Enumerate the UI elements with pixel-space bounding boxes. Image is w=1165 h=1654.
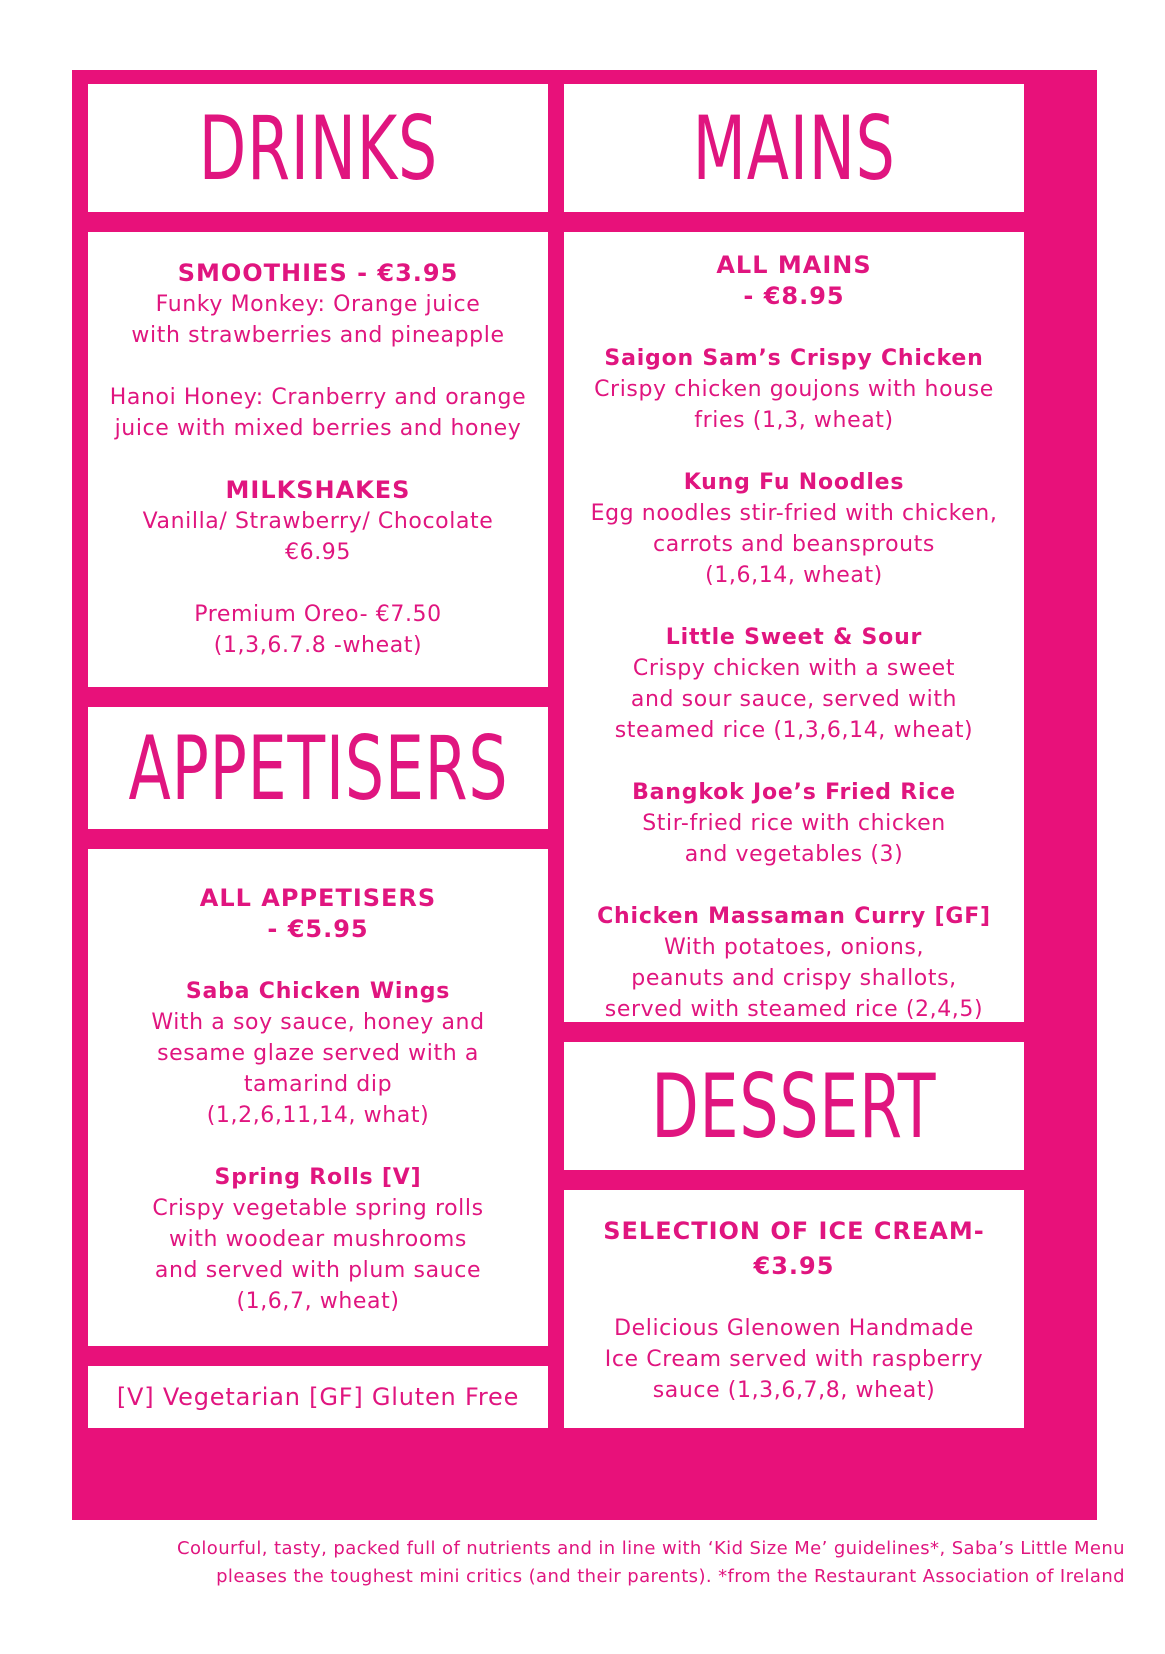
rolls-line-4: (1,6,7, wheat) bbox=[236, 1289, 400, 1314]
rolls-title: Spring Rolls [V] bbox=[214, 1165, 422, 1190]
footer-note bbox=[40, 1535, 1125, 1591]
kungfu-line-3: (1,6,14, wheat) bbox=[705, 563, 883, 588]
curry-line-1: With potatoes, onions, bbox=[663, 935, 925, 960]
menu-frame bbox=[72, 70, 1097, 1520]
curry-title: Chicken Massaman Curry [GF] bbox=[597, 904, 991, 929]
mains-title-1: ALL MAINS bbox=[716, 251, 872, 279]
legend-text: [V] Vegetarian [GF] Gluten Free bbox=[116, 1383, 520, 1411]
wings-line-1: With a soy sauce, honey and bbox=[151, 1010, 485, 1035]
wings-line-4: (1,2,6,11,14, what) bbox=[206, 1103, 430, 1128]
footer-line-2: pleases the toughest mini critics (and their parents). *from the Restaurant Association of Ireland bbox=[216, 1566, 1125, 1587]
appetisers-title-1: ALL APPETISERS bbox=[199, 884, 437, 912]
milkshakes-title: MILKSHAKES bbox=[225, 476, 411, 504]
wings-title: Saba Chicken Wings bbox=[185, 979, 451, 1004]
oreo-allergens: (1,3,6.7.8 -wheat) bbox=[213, 633, 423, 658]
kungfu-line-2: carrots and beansprouts bbox=[653, 532, 935, 557]
dessert-title-1: SELECTION OF ICE CREAM- bbox=[603, 1217, 985, 1245]
milkshakes-price: €6.95 bbox=[285, 540, 351, 565]
kungfu-title: Kung Fu Noodles bbox=[683, 470, 905, 495]
dessert-title-2: €3.95 bbox=[753, 1252, 835, 1280]
bangkok-title: Bangkok Joe’s Fried Rice bbox=[632, 780, 956, 805]
milkshakes-flavours: Vanilla/ Strawberry/ Chocolate bbox=[142, 509, 494, 534]
appetisers-heading-box bbox=[88, 707, 548, 829]
mains-heading-box bbox=[564, 84, 1024, 212]
wings-line-2: sesame glaze served with a bbox=[157, 1041, 479, 1066]
sweet-sour-title: Little Sweet & Sour bbox=[665, 625, 923, 650]
mains-title-2: - €8.95 bbox=[743, 282, 845, 310]
kungfu-line-1: Egg noodles stir-fried with chicken, bbox=[590, 501, 998, 526]
saigon-line-1: Crispy chicken goujons with house bbox=[594, 377, 994, 402]
mains-heading: MAINS bbox=[692, 96, 896, 200]
bangkok-line-1: Stir-fried rice with chicken bbox=[642, 811, 946, 836]
dessert-heading: DESSERT bbox=[651, 1054, 937, 1158]
wings-line-3: tamarind dip bbox=[243, 1072, 393, 1097]
saigon-title: Saigon Sam’s Crispy Chicken bbox=[604, 346, 984, 371]
smoothie-funky-line-2: with strawberries and pineapple bbox=[131, 323, 505, 348]
mains-content bbox=[564, 232, 1024, 1022]
curry-line-2: peanuts and crispy shallots, bbox=[631, 966, 957, 991]
curry-line-3: served with steamed rice (2,4,5) bbox=[604, 997, 984, 1022]
legend-box bbox=[88, 1366, 548, 1428]
rolls-line-2: with woodear mushrooms bbox=[169, 1227, 467, 1252]
sweet-sour-line-1: Crispy chicken with a sweet bbox=[632, 656, 956, 681]
smoothie-hanoi-line-2: juice with mixed berries and honey bbox=[114, 416, 522, 441]
sweet-sour-line-3: steamed rice (1,3,6,14, wheat) bbox=[614, 718, 974, 743]
dessert-content bbox=[564, 1190, 1024, 1428]
drinks-heading-box bbox=[88, 84, 548, 212]
rolls-line-1: Crispy vegetable spring rolls bbox=[152, 1196, 484, 1221]
sweet-sour-line-2: and sour sauce, served with bbox=[630, 687, 958, 712]
smoothie-hanoi-line-1: Hanoi Honey: Cranberry and orange bbox=[109, 385, 527, 410]
dessert-line-3: sauce (1,3,6,7,8, wheat) bbox=[652, 1378, 936, 1403]
rolls-line-3: and served with plum sauce bbox=[154, 1258, 482, 1283]
oreo-line: Premium Oreo- €7.50 bbox=[194, 602, 442, 627]
footer-line-1: Colourful, tasty, packed full of nutrients and in line with ‘Kid Size Me’ guidelines*, Saba’s Little Menu bbox=[177, 1538, 1125, 1559]
saigon-line-2: fries (1,3, wheat) bbox=[694, 408, 894, 433]
dessert-line-2: Ice Cream served with raspberry bbox=[604, 1347, 984, 1372]
dessert-line-1: Delicious Glenowen Handmade bbox=[614, 1316, 974, 1341]
drinks-content bbox=[88, 232, 548, 687]
drinks-heading: DRINKS bbox=[198, 96, 438, 200]
appetisers-heading: APPETISERS bbox=[128, 716, 508, 820]
dessert-heading-box bbox=[564, 1042, 1024, 1170]
smoothie-funky-line-1: Funky Monkey: Orange juice bbox=[155, 292, 481, 317]
smoothies-title: SMOOTHIES - €3.95 bbox=[177, 259, 459, 287]
appetisers-content bbox=[88, 849, 548, 1346]
appetisers-title-2: - €5.95 bbox=[267, 915, 369, 943]
bangkok-line-2: and vegetables (3) bbox=[684, 842, 904, 867]
